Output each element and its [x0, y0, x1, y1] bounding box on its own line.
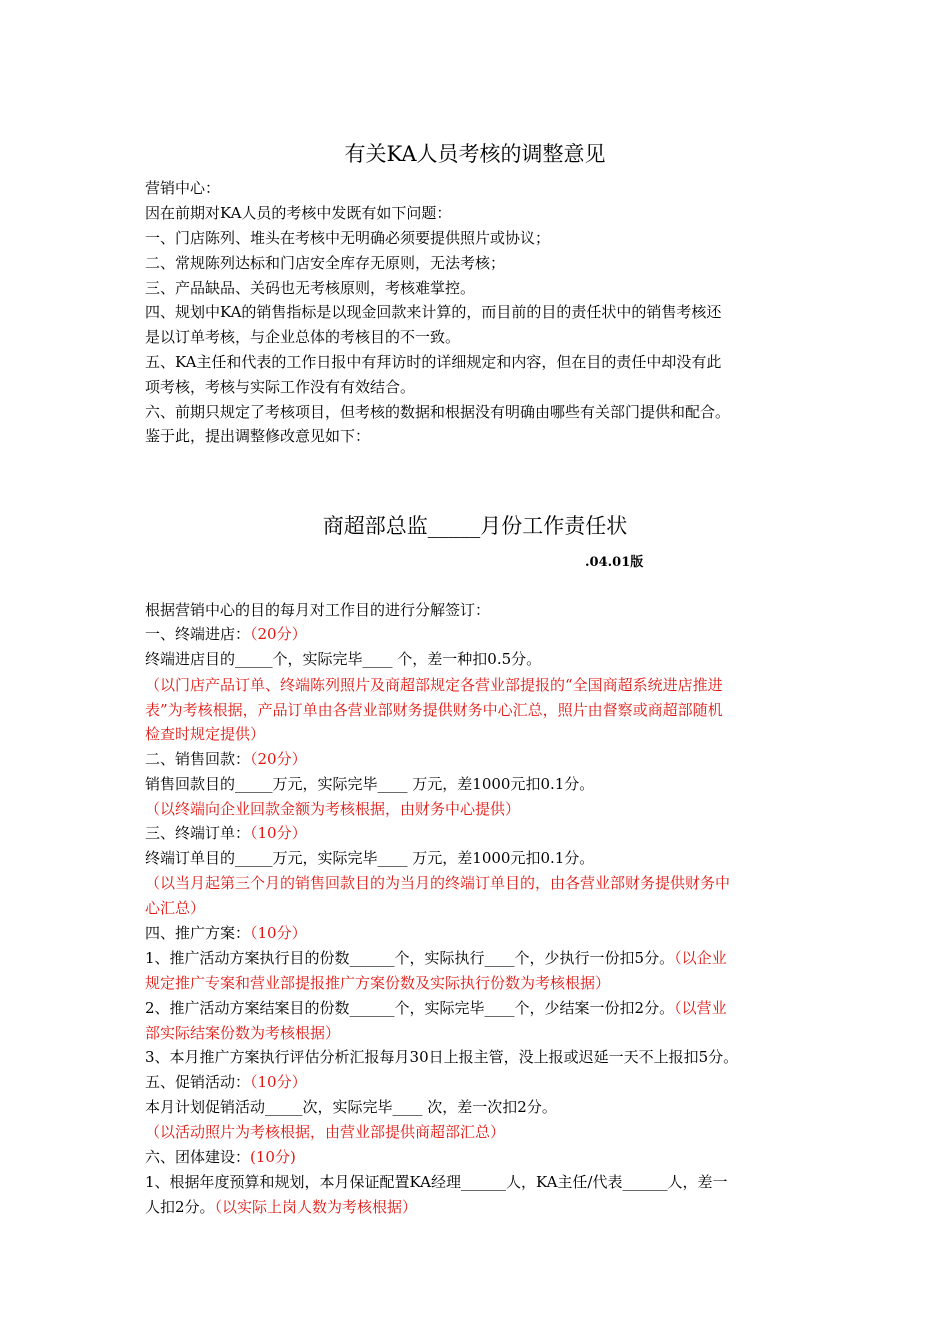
doc1-item: 三、产品缺品、关码也无考核原则，考核难掌控。	[145, 279, 476, 297]
section-6-title: 六、团体建设：	[145, 1148, 251, 1166]
section-4-item-2-note: 部实际结案份数为考核根据）	[145, 1024, 341, 1042]
doc1-item: 是以订单考核，与企业总体的考核目的不一致。	[145, 328, 461, 346]
section-3-note: 心汇总）	[145, 899, 206, 917]
section-6-item-1-cont	[145, 1195, 810, 1220]
section-1-score: （20分）	[250, 625, 307, 643]
section-3-body: 终端订单目的_____万元，实际完毕____ 万元，差1000元扣0.1分。	[145, 849, 595, 867]
item-text: 人扣2分。	[145, 1198, 215, 1216]
section-1-note: 表”为考核根据，产品订单由各营业部财务提供财务中心汇总，照片由督察或商超部随机	[145, 701, 723, 719]
section-4-item-2	[145, 996, 810, 1021]
doc1-item: 四、规划中KA的销售指标是以现金回款来计算的，而目前的目的责任状中的销售考核还	[145, 303, 722, 321]
section-4-score: （10分）	[250, 924, 307, 942]
section-4-item-1-note: 规定推广专案和营业部提报推广方案份数及实际执行份数为考核根据）	[145, 974, 611, 992]
section-2-note: （以终端向企业回款金额为考核根据，由财务中心提供）	[145, 800, 521, 818]
section-1-note: （以门店产品订单、终端陈列照片及商超部规定各营业部提报的“全国商超系统进店推进	[145, 676, 723, 694]
section-1-heading	[145, 622, 810, 647]
item-note: （以企业	[674, 949, 727, 967]
section-5-note: （以活动照片为考核根据，由营业部提供商超部汇总）	[145, 1123, 506, 1141]
section-6-score: (10分)	[250, 1148, 296, 1166]
doc1-item: 二、常规陈列达标和门店安全库存无原则，无法考核；	[145, 254, 506, 272]
doc1-intro: 因在前期对KA人员的考核中发既有如下问题：	[145, 204, 452, 222]
section-3-title: 三、终端订单：	[145, 824, 251, 842]
section-2-title: 二、销售回款：	[145, 750, 251, 768]
item-note: （以营业	[674, 999, 727, 1017]
doc2-version: .04.01版	[585, 555, 644, 570]
section-4-title: 四、推广方案：	[145, 924, 251, 942]
section-2-score: （20分）	[250, 750, 307, 768]
doc1-item: 五、KA主任和代表的工作日报中有拜访时的详细规定和内容，但在目的责任中却没有此	[145, 353, 722, 371]
section-3-heading	[145, 821, 810, 846]
section-3-score: （10分）	[250, 824, 307, 842]
doc1-item: 项考核，考核与实际工作没有有效结合。	[145, 378, 416, 396]
section-1-title: 一、终端进店：	[145, 625, 251, 643]
section-6-item-1: 1、根据年度预算和规划，本月保证配置KA经理______人，KA主任/代表______人，差一	[145, 1173, 728, 1191]
section-4-item-1	[145, 946, 810, 971]
doc2-title: 商超部总监_____月份工作责任状	[322, 514, 628, 538]
doc2-intro: 根据营销中心的目的每月对工作目的进行分解签订：	[145, 601, 491, 619]
section-1-note: 检查时规定提供）	[145, 725, 266, 743]
section-5-title: 五、促销活动：	[145, 1073, 251, 1091]
section-4-item-3: 3、本月推广方案执行评估分析汇报每月30日上报主管，没上报或迟延一天不上报扣5分。	[145, 1048, 739, 1066]
section-6-heading	[145, 1145, 810, 1170]
section-2-heading	[145, 747, 810, 772]
item-note: （以实际上岗人数为考核根据）	[214, 1198, 418, 1216]
section-5-score: （10分）	[250, 1073, 307, 1091]
doc1-addressee: 营销中心：	[145, 179, 221, 197]
doc1-item: 一、门店陈列、堆头在考核中无明确必须要提供照片或协议；	[145, 229, 551, 247]
doc1-closing: 鉴于此，提出调整修改意见如下：	[145, 427, 371, 445]
item-text: 1、推广活动方案执行目的份数______个，实际执行____个，少执行一份扣5分。	[145, 949, 675, 967]
section-4-heading	[145, 921, 810, 946]
section-1-body: 终端进店目的_____个，实际完毕____ 个，差一种扣0.5分。	[145, 650, 542, 668]
section-5-body: 本月计划促销活动_____次，实际完毕____ 次，差一次扣2分。	[145, 1098, 557, 1116]
item-text: 2、推广活动方案结案目的份数______个，实际完毕____个，少结案一份扣2分。	[145, 999, 675, 1017]
doc1-title: 有关KA人员考核的调整意见	[344, 142, 606, 166]
doc1-item: 六、前期只规定了考核项目，但考核的数据和根据没有明确由哪些有关部门提供和配合。	[145, 403, 731, 421]
section-5-heading	[145, 1070, 810, 1095]
section-3-note: （以当月起第三个月的销售回款目的为当月的终端订单目的，由各营业部财务提供财务中	[145, 874, 731, 892]
section-2-body: 销售回款目的_____万元，实际完毕____ 万元，差1000元扣0.1分。	[145, 775, 595, 793]
